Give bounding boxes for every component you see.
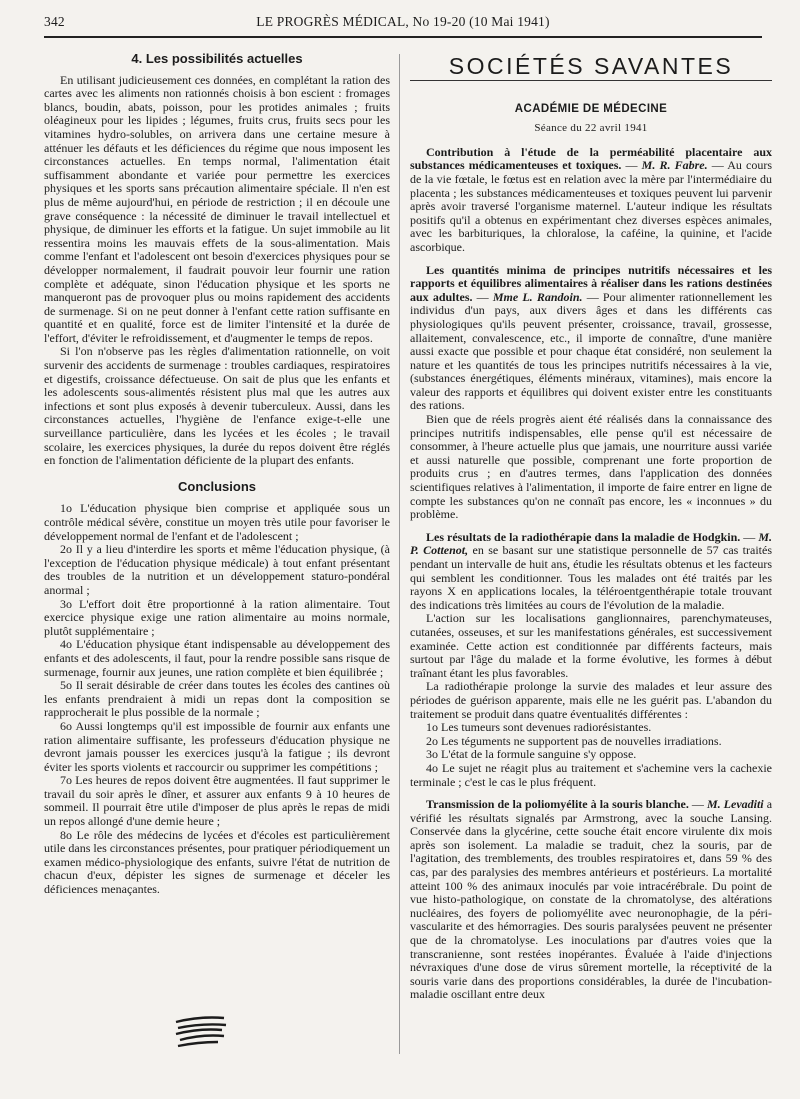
conclusion-item: 5o Il serait désirable de créer dans toutes les écoles des cantines où les enfants prendraient à midi un repas dont la composition se rapprocherait le plus possible de la normale ; bbox=[44, 678, 390, 720]
journal-title: LE PROGRÈS MÉDICAL, No 19-20 (10 Mai 1941) bbox=[256, 14, 550, 29]
article-author: Mme L. Randoin. bbox=[492, 289, 583, 304]
academy-title: ACADÉMIE DE MÉDECINE bbox=[514, 102, 668, 115]
paragraph: Si l'on n'observe pas les règles d'alimentation rationnelle, on voit survenir des accidents de surmenage : troubles cardiaques, respiratoires et digestifs, croissance défectueuse. On sait de plus que les enfants et les adolescents sous-alimentés résistent plus mal que les autres aux infections et sont plus exposés à devenir tuberculeux. Aussi, dans les circonstances actuelles, l'hygiène de l'enfance exige-t-elle une surveillance particulière, dans les lycées et les écoles ; le travail scolaire, les exercices physiques, la durée du repos doivent être réglés en fonction de l'alimentation déficiente de la plupart des enfants. bbox=[44, 344, 390, 468]
conclusion-item: 7o Les heures de repos doivent être augmentées. Il faut supprimer le travail du soir après le dîner, et assurer aux enfants 9 à 10 heures de sommeil. Il pourrait être utile d'imposer de plus après le repas de midi un repos allongé d'une demie heure ; bbox=[44, 773, 390, 829]
article-author: M. R. Fabre. bbox=[641, 158, 708, 173]
header-rule bbox=[44, 36, 762, 38]
list-item: 3o L'état de la formule sanguine s'y oppose. bbox=[426, 747, 637, 762]
article-title: Contribution à l'étude de la perméabilité placentaire aux substances médicamenteuses et toxiques. bbox=[410, 144, 772, 173]
list-item: 1o Les tumeurs sont devenues radiorésistantes. bbox=[426, 720, 652, 735]
page-number: 342 bbox=[44, 14, 65, 29]
article: Les résultats de la radiothérapie dans la maladie de Hodgkin. — M. P. Cottenot, en se basant sur une statistique personnelle de 57 cas traités pendant un intervalle de huit ans, étudie les résultats obtenus et les facteurs qui semblent les conditionner. Tous les malades ont été traités par les rayons X en applications locales, la téléroentgenthérapie totale trouvant des indications très limitées au cours de l'évolution de la maladie. L'action sur les localisations ganglionnaires, parenchymateuses, cutanées, osseuses, et sur les manifestations générales, est successivement examinée. Cette action est conditionnée par différents facteurs, mais surtout par l'âge du malade et la forme évolutive, les formes à début traînant étant les plus favorables. La radiothérapie prolonge la survie des malades et leur assure des périodes de guérison apparente, mais elle ne les guérit pas. L'abandon du traitement se produit dans quatre éventualités différentes : 1o Les tumeurs sont devenues radiorésistantes. 2o Les téguments ne supportent pas de nouvelles irradiations. 3o L'état de la formule sanguine s'y oppose. 4o Le sujet ne réagit plus au traitement et s'achemine vers la cachexie terminale ; c'est le cas le plus fréquent. bbox=[410, 529, 772, 789]
article-title: Transmission de la poliomyélite à la souris blanche. bbox=[426, 797, 689, 812]
signature-mark bbox=[172, 1012, 232, 1052]
column-divider bbox=[399, 54, 400, 1054]
conclusion-item: 4o L'éducation physique étant indispensable au développement des enfants et des adolescents, il faut, pour la rendre possible sans risque de surmenage, fournir aux jeunes, une ration complète et bien équilibrée ; bbox=[44, 637, 390, 679]
article-body: La radiothérapie prolonge la survie des malades et leur assure des périodes de guérison apparente, mais elle ne les guérit pas. L'abandon du traitement se produit dans quatre éventualités différentes : bbox=[410, 679, 772, 721]
article-body: Au cours de la vie fœtale, le fœtus est en relation avec la mère par l'intermédiaire du placenta ; les substances médicamenteuses et toxiques peuvent lui parvenir après avoir traversé l'organisme maternel. L'auteur indique les résultats positifs qu'il a obtenus en expérimentant chez diverses espèces animales, avec les barbituriques, la chloralose, la caféine, la quinine, et l'acide ascorbique. bbox=[410, 158, 772, 254]
article: Contribution à l'étude de la perméabilité placentaire aux substances médicamenteuses et toxiques. — M. R. Fabre. — Au cours de la vie fœtale, le fœtus est en relation avec la mère par l'intermédiaire du placenta ; les substances médicamenteuses et toxiques peuvent lui parvenir après avoir traversé l'organisme maternel. L'auteur indique les résultats positifs qu'il a obtenus en expérimentant chez diverses espèces animales, avec les barbituriques, la chloralose, la caféine, la quinine, et l'acide ascorbique. bbox=[410, 144, 772, 254]
article: Les quantités minima de principes nutritifs nécessaires et les rapports et équilibres alimentaires à réaliser dans les rations destinées aux adultes. — Mme L. Randoin. — Pour alimenter rationnellement les individus d'un pays, aux divers âges et dans les différents cas physiologiques qu'ils peuvent présenter, croissance, travail, grossesse, allaitement, convalescence, etc., il importe de connaître, d'une manière aussi exacte que possible et pour chaque état considéré, non seulement la nature et les quantités de tous les principes nutritifs nécessaires à la vie, (substances énergétiques, éléments minéraux, vitamines), mais encore la valeur des rapports et équilibres qui doivent exister entre les constituants des rations. Bien que de réels progrès aient été réalisés dans la connaissance des principes nutritifs indispensables, elle pense qu'il est nécessaire de consommer, à l'heure actuelle plus que jamais, une nourriture aussi variée et aussi naturelle que possible, comprenant une forte proportion de produits crus ; en d'autres termes, dans l'application des données scientifiques relatives à l'alimentation, il importe de faire entrer en ligne de compte les substances qu'on ne connaît pas encore, les « inconnues » du problème. bbox=[410, 262, 773, 522]
article-body: L'action sur les localisations ganglionnaires, parenchymateuses, cutanées, osseuses, et sur les manifestations générales, est successivement examinée. Cette action est conditionnée par différents facteurs, mais surtout par l'âge du malade et la forme évolutive, les formes à début traînant étant les plus favorables. bbox=[410, 611, 772, 680]
article-title: Les quantités minima de principes nutritifs nécessaires et les rapports et équilibres alimentaires à réaliser dans les rations destinées aux adultes. bbox=[410, 262, 772, 304]
list-item: 4o Le sujet ne réagit plus au traitement et s'achemine vers la cachexie terminale ; c'est le cas le plus fréquent. bbox=[410, 760, 772, 789]
article-author: M. Levaditi bbox=[706, 797, 764, 812]
section-title: 4. Les possibilités actuelles bbox=[131, 51, 303, 66]
article-body: Bien que de réels progrès aient été réalisés dans la connaissance des principes nutritifs indispensables, elle pense qu'il est nécessaire de consommer, à l'heure actuelle plus que jamais, une nourriture aussi variée et aussi naturelle que possible, comprenant une forte proportion de produits crus ; en d'autres termes, dans l'application des données scientifiques relatives à l'alimentation, il importe de faire entrer en ligne de compte les substances qu'on ne connaît pas encore, les « inconnues » du problème. bbox=[410, 412, 772, 522]
right-column bbox=[410, 52, 772, 1011]
article: Transmission de la poliomyélite à la souris blanche. — M. Levaditi a vérifié les résultats signalés par Armstrong, avec la souche Lansing. Conservée dans la glycérine, cette souche était encore virulente dix mois après son isolement. La maladie se traduit, chez la souris, par de l'agitation, des tremblements, des troubles respiratoires et, dans 59 % des cas, par des paralysies des membres antérieurs et postérieurs. La mortalité atteint 100 % des animaux inoculés par voie intracérébrale. Du point de vue histo-pathologique, on constate de la chromatolyse, des altérations nucléaires, des foyers de poliomyélite avec neuronophagie, de la péri-vascularite et des hémorragies. Des souris paralysées peuvent ne présenter que de la chromatolyse. Les inoculations par d'autres voies que la transcranienne, sont restées inopérantes. Évaluée à l'aide d'injections névraxiques d'une dose de virus sûrement mortelle, la réceptivité de la souris varie dans des proportions considérables, la durée de l'incubation-maladie oscillant entre deux bbox=[410, 797, 773, 1002]
paragraph: En utilisant judicieusement ces données, en complétant la ration des cartes avec les aliments non rationnés choisis à bon escient : fromages blancs, boudin, abats, poisson, pour les protides animales ; fruits oléagineux pour les lipides ; légumes, fruits crus, fruits secs pour les vitamines hydro-solubles, on arrivera dans une certaine mesure à atténuer les défauts et les déficiences du régime que nous imposent les circonstances actuelles. En temps normal, l'alimentation était suffisamment abondante et variée pour permettre les exercices physiques et les sports sans précaution alimentaire spéciale. Il n'en est plus de même aujourd'hui, en période de restriction ; il en découle une grave conséquence : la nécessité de diminuer le travail intellectuel et physique, de diminuer les efforts et la fatigue. Un sujet immobile au lit ressentira moins les mauvais effets de la sous-alimentation. Mais comme l'enfant et l'adolescent ont besoin d'exercices physiques pour se développer normalement, il faudrait pouvoir leur fournir une ration complète et adéquate, sinon l'éducation physique et les sports ne manqueront pas de provoquer plus ou moins rapidement des accidents de surmenage. Si on ne peut donner à l'enfant cette ration suffisante en quantité et en qualité, force est de limiter l'intensité et la durée de l'effort, d'éviter le refroidissement, et d'augmenter le temps de repos. bbox=[44, 72, 390, 345]
left-column bbox=[44, 52, 390, 897]
list-item: 2o Les téguments ne supportent pas de nouvelles irradiations. bbox=[426, 733, 722, 748]
article-title: Les résultats de la radiothérapie dans la maladie de Hodgkin. bbox=[426, 529, 741, 544]
session-date: Séance du 22 avril 1941 bbox=[534, 122, 648, 135]
society-title: SOCIÉTÉS SAVANTES bbox=[448, 53, 734, 79]
article-body: en se basant sur une statistique personnelle de 57 cas traités pendant un intervalle de huit ans, étudie les résultats obtenus et les facteurs qui semblent les conditionner. Tous les malades ont été traités par les rayons X en applications locales, la téléroentgenthérapie totale trouvant des indications très limitées au cours de l'évolution de la maladie. bbox=[410, 543, 772, 612]
article-author: M. P. Cottenot, bbox=[410, 529, 772, 558]
conclusions-title: Conclusions bbox=[177, 478, 256, 494]
conclusion-item: 1o L'éducation physique bien comprise et appliquée sous un contrôle médical sévère, constitue un moyen très utile pour favoriser le développement normal de l'enfant et de l'adolescent ; bbox=[44, 501, 390, 543]
society-rule bbox=[410, 80, 772, 81]
conclusion-item: 2o Il y a lieu d'interdire les sports et même l'éducation physique, (à l'exception de l'éducation physique médicale) à tout enfant présentant des troubles de la nutrition et un développement staturo-pondéral anormal ; bbox=[44, 542, 390, 597]
article-body: Pour alimenter rationnellement les individus d'un pays, aux divers âges et dans les différents cas physiologiques qu'ils peuvent présenter, croissance, travail, grossesse, allaitement, convalescence, etc., il importe de connaître, d'une manière aussi exacte que possible et pour chaque état considéré, non seulement la nature et les quantités de tous les principes nutritifs nécessaires à la vie, (substances énergétiques, éléments minéraux, vitamines), mais encore la valeur des rapports et équilibres qui doivent exister entre les constituants des rations. bbox=[410, 289, 773, 413]
article-body: a vérifié les résultats signalés par Armstrong, avec la souche Lansing. Conservée dans la glycérine, cette souche était encore virulente dix mois après son isolement. La maladie se traduit, chez la souris, par de l'agitation, des tremblements, des troubles respiratoires et, dans 59 % des cas, par des paralysies des membres antérieurs et postérieurs. La mortalité atteint 100 % des animaux inoculés par voie intracérébrale. Du point de vue histo-pathologique, on constate de la chromatolyse, des altérations nucléaires, des foyers de poliomyélite avec neuronophagie, de la péri-vascularite et des hémorragies. Des souris paralysées peuvent ne présenter que de la chromatolyse. Les inoculations par d'autres voies que la transcranienne, sont restées inopérantes. Évaluée à l'aide d'injections névraxiques d'une dose de virus sûrement mortelle, la réceptivité de la souris varie dans des proportions considérables, la durée de l'incubation-maladie oscillant entre deux bbox=[410, 797, 773, 1002]
conclusion-item: 3o L'effort doit être proportionné à la ration alimentaire. Tout exercice physique exige une ration alimentaire au moins normale, plutôt supplémentaire ; bbox=[44, 596, 390, 638]
conclusion-item: 8o Le rôle des médecins de lycées et d'écoles est particulièrement utile dans les circonstances présentes, pour pratiquer périodiquement un examen médico-physiologique des enfants, suivre l'état de nutrition de chacun d'eux, dépister les signes de surmenage et déceler les déficiences menaçantes. bbox=[44, 827, 390, 897]
conclusion-item: 6o Aussi longtemps qu'il est impossible de fournir aux enfants une ration alimentaire suffisante, les professeurs d'éducation physique ne devront jamais pousser les exercices jusqu'à la fatigue ; ils devront éviter les sports violents et raccourcir ou supprimer les compétitions ; bbox=[44, 718, 390, 774]
